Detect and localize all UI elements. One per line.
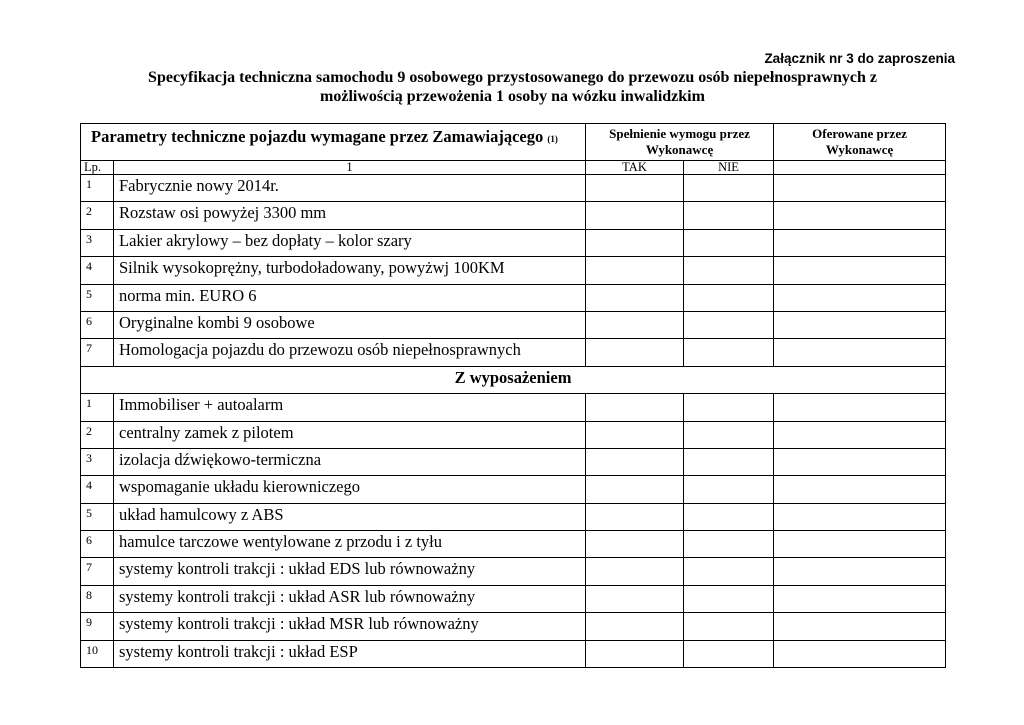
- fulfil-header-line-1: Spełnienie wymogu przez: [609, 126, 750, 141]
- nie-cell[interactable]: [684, 421, 774, 448]
- offered-cell[interactable]: [774, 585, 946, 612]
- nie-cell[interactable]: [684, 585, 774, 612]
- table-row: [81, 613, 946, 640]
- row-parameter: systemy kontroli trakcji : układ ASR lub równoważny: [114, 585, 586, 612]
- specification-table: [80, 123, 946, 668]
- row-parameter: Oryginalne kombi 9 osobowe: [114, 311, 586, 338]
- offered-subheader: [774, 161, 946, 175]
- tak-cell[interactable]: [586, 503, 684, 530]
- offered-cell[interactable]: [774, 394, 946, 421]
- offered-cell[interactable]: [774, 202, 946, 229]
- table-row: [81, 558, 946, 585]
- row-number: 9: [81, 613, 114, 640]
- nie-cell[interactable]: [684, 229, 774, 256]
- params-header-text: Parametry techniczne pojazdu wymagane przez Zamawiającego: [91, 127, 544, 146]
- row-number: 3: [81, 229, 114, 256]
- row-parameter: systemy kontroli trakcji : układ ESP: [114, 640, 586, 667]
- tak-cell[interactable]: [586, 558, 684, 585]
- table-row: [81, 476, 946, 503]
- nie-cell[interactable]: [684, 503, 774, 530]
- row-number: 3: [81, 448, 114, 475]
- params-header: [81, 124, 586, 161]
- table-row: [81, 448, 946, 475]
- row-number: 5: [81, 503, 114, 530]
- nie-cell[interactable]: [684, 339, 774, 366]
- nie-cell[interactable]: [684, 558, 774, 585]
- offered-cell[interactable]: [774, 229, 946, 256]
- row-number: 1: [81, 175, 114, 202]
- table-row: [81, 229, 946, 256]
- row-parameter: izolacja dźwiękowo-termiczna: [114, 448, 586, 475]
- offered-cell[interactable]: [774, 339, 946, 366]
- row-parameter: Lakier akrylowy – bez dopłaty – kolor szary: [114, 229, 586, 256]
- header-row: [81, 124, 946, 161]
- table-row: [81, 284, 946, 311]
- row-number: 2: [81, 202, 114, 229]
- fulfil-header: [586, 124, 774, 161]
- offered-header-line-2: Wykonawcę: [825, 142, 894, 157]
- tak-cell[interactable]: [586, 202, 684, 229]
- row-number: 4: [81, 476, 114, 503]
- offered-cell[interactable]: [774, 640, 946, 667]
- row-parameter: Rozstaw osi powyżej 3300 mm: [114, 202, 586, 229]
- row-number: 5: [81, 284, 114, 311]
- nie-cell[interactable]: [684, 640, 774, 667]
- table-body: [81, 124, 946, 668]
- fulfil-header-line-2: Wykonawcę: [645, 142, 714, 157]
- offered-cell[interactable]: [774, 558, 946, 585]
- offered-cell[interactable]: [774, 503, 946, 530]
- nie-cell[interactable]: [684, 175, 774, 202]
- row-parameter: norma min. EURO 6: [114, 284, 586, 311]
- row-parameter: centralny zamek z pilotem: [114, 421, 586, 448]
- nie-cell[interactable]: [684, 257, 774, 284]
- tak-cell[interactable]: [586, 339, 684, 366]
- offered-cell[interactable]: [774, 448, 946, 475]
- offered-header-line-1: Oferowane przez: [812, 126, 907, 141]
- tak-cell[interactable]: [586, 613, 684, 640]
- table-row: [81, 202, 946, 229]
- nie-cell[interactable]: [684, 476, 774, 503]
- table-row: [81, 175, 946, 202]
- row-parameter: hamulce tarczowe wentylowane z przodu i z tyłu: [114, 531, 586, 558]
- row-parameter: wspomaganie układu kierowniczego: [114, 476, 586, 503]
- row-number: 6: [81, 531, 114, 558]
- nie-cell[interactable]: [684, 448, 774, 475]
- row-number: 1: [81, 394, 114, 421]
- offered-cell[interactable]: [774, 531, 946, 558]
- row-number: 2: [81, 421, 114, 448]
- offered-cell[interactable]: [774, 284, 946, 311]
- row-number: 10: [81, 640, 114, 667]
- row-number: 7: [81, 339, 114, 366]
- tak-cell[interactable]: [586, 175, 684, 202]
- tak-cell[interactable]: [586, 229, 684, 256]
- tak-cell[interactable]: [586, 421, 684, 448]
- annex-label: Załącznik nr 3 do zaproszenia: [764, 51, 955, 66]
- table-row: [81, 531, 946, 558]
- section-title: Z wyposażeniem: [81, 366, 946, 393]
- row-parameter: Silnik wysokoprężny, turbodoładowany, powyżwj 100KM: [114, 257, 586, 284]
- row-parameter: systemy kontroli trakcji : układ EDS lub równoważny: [114, 558, 586, 585]
- row-number: 6: [81, 311, 114, 338]
- col1-header: 1: [114, 161, 586, 175]
- title-line-2: możliwością przewożenia 1 osoby na wózku inwalidzkim: [320, 88, 705, 105]
- tak-cell[interactable]: [586, 448, 684, 475]
- nie-cell[interactable]: [684, 284, 774, 311]
- tak-cell[interactable]: [586, 394, 684, 421]
- nie-cell[interactable]: [684, 394, 774, 421]
- table-row: [81, 421, 946, 448]
- row-parameter: systemy kontroli trakcji : układ MSR lub równoważny: [114, 613, 586, 640]
- row-number: 4: [81, 257, 114, 284]
- tak-cell[interactable]: [586, 257, 684, 284]
- nie-cell[interactable]: [684, 613, 774, 640]
- offered-cell[interactable]: [774, 311, 946, 338]
- row-parameter: Fabrycznie nowy 2014r.: [114, 175, 586, 202]
- row-parameter: Homologacja pojazdu do przewozu osób niepełnosprawnych: [114, 339, 586, 366]
- section-row: [81, 366, 946, 393]
- params-header-note: (1): [547, 134, 558, 144]
- table-row: [81, 339, 946, 366]
- nie-cell[interactable]: [684, 311, 774, 338]
- title-line-1: Specyfikacja techniczna samochodu 9 osobowego przystosowanego do przewozu osób niepełnosprawnych z: [148, 69, 877, 86]
- row-number: 7: [81, 558, 114, 585]
- document-title: [80, 68, 945, 106]
- offered-cell[interactable]: [774, 476, 946, 503]
- tak-cell[interactable]: [586, 531, 684, 558]
- tak-cell[interactable]: [586, 640, 684, 667]
- tak-cell[interactable]: [586, 311, 684, 338]
- row-number: 8: [81, 585, 114, 612]
- nie-cell[interactable]: [684, 531, 774, 558]
- table-row: [81, 503, 946, 530]
- offered-cell[interactable]: [774, 613, 946, 640]
- offered-header: [774, 124, 946, 161]
- offered-cell[interactable]: [774, 421, 946, 448]
- lp-header: Lp.: [81, 161, 114, 175]
- table-row: [81, 640, 946, 667]
- tak-cell[interactable]: [586, 476, 684, 503]
- nie-header: NIE: [684, 161, 774, 175]
- table-row: [81, 585, 946, 612]
- row-parameter: Immobiliser + autoalarm: [114, 394, 586, 421]
- tak-header: TAK: [586, 161, 684, 175]
- table-row: [81, 257, 946, 284]
- subheader-row: [81, 161, 946, 175]
- offered-cell[interactable]: [774, 175, 946, 202]
- table-row: [81, 394, 946, 421]
- offered-cell[interactable]: [774, 257, 946, 284]
- tak-cell[interactable]: [586, 585, 684, 612]
- row-parameter: układ hamulcowy z ABS: [114, 503, 586, 530]
- tak-cell[interactable]: [586, 284, 684, 311]
- table-row: [81, 311, 946, 338]
- nie-cell[interactable]: [684, 202, 774, 229]
